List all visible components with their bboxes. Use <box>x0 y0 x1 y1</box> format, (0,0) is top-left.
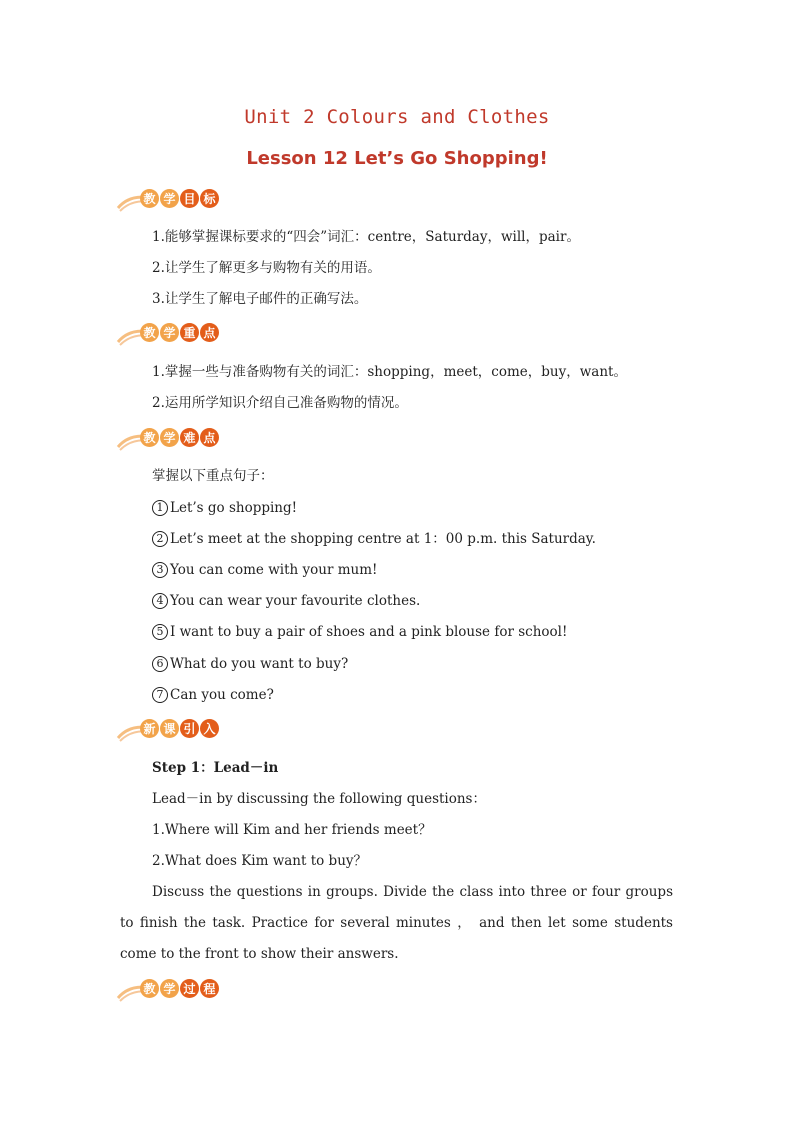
key-sentence <box>152 529 596 549</box>
focus-item: 1.掌握一些与准备购物有关的词汇：shopping，meet，come，buy，want。 <box>152 364 627 380</box>
section-char: 目 <box>180 189 199 208</box>
lesson-title: Lesson 12 Let’s Go Shopping! <box>246 148 548 169</box>
sentence-text: You can wear your favourite clothes. <box>170 593 421 609</box>
goal-item: 1.能够掌握课标要求的“四会”词汇：centre，Saturday，will，pair。 <box>152 229 580 245</box>
section-char: 点 <box>200 428 219 447</box>
lead-in-text: Lead－in by discussing the following questions： <box>152 791 486 807</box>
section-char: 新 <box>140 719 159 738</box>
goal-item: 2.让学生了解更多与购物有关的用语。 <box>152 260 381 276</box>
difficulty-intro: 掌握以下重点句子： <box>152 468 274 484</box>
sentence-text: Let’s go shopping! <box>170 500 298 516</box>
circled-number: 4 <box>152 593 168 609</box>
section-header-focus <box>116 320 236 350</box>
section-char: 标 <box>200 189 219 208</box>
step-heading: Step 1：Lead－in <box>152 760 279 776</box>
sentence-text: What do you want to buy? <box>170 656 349 672</box>
section-header-intro <box>116 716 236 746</box>
sentence-text: You can come with your mum! <box>170 562 378 578</box>
circled-number: 2 <box>152 531 168 547</box>
section-char: 点 <box>200 323 219 342</box>
section-char: 过 <box>180 979 199 998</box>
section-char: 引 <box>180 719 199 738</box>
circled-number: 6 <box>152 656 168 672</box>
section-header-process <box>116 976 236 1006</box>
sentence-text: Let’s meet at the shopping centre at 1：00 p.m. this Saturday. <box>170 531 596 547</box>
key-sentence <box>152 560 377 580</box>
section-char: 教 <box>140 323 159 342</box>
circled-number: 5 <box>152 624 168 640</box>
section-header-goals <box>116 186 236 216</box>
discussion-paragraph: Discuss the questions in groups. Divide the class into three or four groups to finish the task. Practice for several minutes ， and then let some students come to the front to show their answers. <box>120 884 673 962</box>
unit-title: Unit 2 Colours and Clothes <box>244 106 550 128</box>
question-item: 1.Where will Kim and her friends meet？ <box>152 822 432 838</box>
section-char: 学 <box>160 189 179 208</box>
key-sentence <box>152 622 567 642</box>
section-char: 学 <box>160 323 179 342</box>
sentence-text: Can you come? <box>170 687 274 703</box>
goal-item: 3.让学生了解电子邮件的正确写法。 <box>152 291 368 307</box>
section-char: 教 <box>140 189 159 208</box>
key-sentence <box>152 654 348 674</box>
focus-item: 2.运用所学知识介绍自己准备购物的情况。 <box>152 395 408 411</box>
key-sentence <box>152 685 274 705</box>
section-char: 教 <box>140 979 159 998</box>
section-char: 重 <box>180 323 199 342</box>
sentence-text: I want to buy a pair of shoes and a pink blouse for school! <box>170 624 568 640</box>
key-sentence <box>152 591 420 611</box>
section-header-difficulty <box>116 425 236 455</box>
circled-number: 7 <box>152 687 168 703</box>
section-char: 学 <box>160 428 179 447</box>
key-sentence <box>152 498 297 518</box>
section-char: 教 <box>140 428 159 447</box>
circled-number: 3 <box>152 562 168 578</box>
section-char: 入 <box>200 719 219 738</box>
section-char: 难 <box>180 428 199 447</box>
section-char: 学 <box>160 979 179 998</box>
question-item: 2.What does Kim want to buy？ <box>152 853 368 869</box>
section-char: 程 <box>200 979 219 998</box>
section-char: 课 <box>160 719 179 738</box>
circled-number: 1 <box>152 500 168 516</box>
